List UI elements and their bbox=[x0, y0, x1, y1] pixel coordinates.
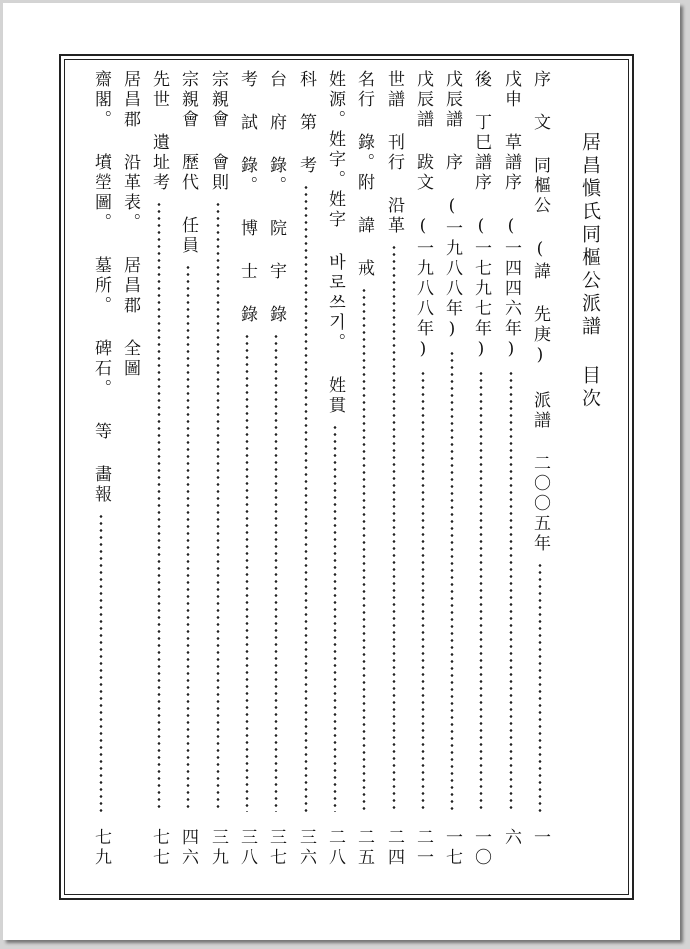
dot-leader bbox=[304, 184, 308, 812]
dot-leader bbox=[245, 333, 249, 812]
toc-entry-title: 後 丁巳譜序 (一七九七年) bbox=[471, 70, 491, 362]
toc-entry bbox=[86, 70, 116, 880]
dot-leader bbox=[99, 513, 103, 812]
dot-leader bbox=[186, 264, 190, 812]
toc-page-number: 一 bbox=[530, 828, 550, 848]
toc-entry bbox=[408, 70, 438, 880]
dot-leader bbox=[509, 370, 513, 812]
toc-page-number: 三七 bbox=[266, 828, 286, 868]
toc-page-number: 三六 bbox=[296, 828, 316, 868]
toc-page-number: 七七 bbox=[149, 828, 169, 868]
toc-title: 居昌愼氏同樞公派譜 目次 bbox=[579, 132, 601, 411]
dot-leader bbox=[421, 370, 425, 812]
toc-page-number: 二一 bbox=[413, 828, 433, 868]
toc-entry-title: 考 試 錄。 博 士 錄 bbox=[237, 70, 257, 325]
toc-entry-title: 齋閣。 墳塋圖。 墓所。 碑石。 等 畵報 bbox=[91, 70, 111, 505]
toc-page-number: 三八 bbox=[237, 828, 257, 868]
toc-entry-title: 居昌郡 沿革表。 居昌郡 全圖 bbox=[120, 70, 140, 379]
toc-entry-title: 名行 錄。附 諱 戒 bbox=[354, 70, 374, 279]
toc-entry bbox=[466, 70, 496, 880]
dot-leader bbox=[538, 562, 542, 812]
toc-page-number: 七九 bbox=[91, 828, 111, 868]
toc-entry-title: 宗親會 會則 bbox=[208, 70, 228, 193]
toc-entry bbox=[349, 70, 379, 880]
toc-entry bbox=[291, 70, 321, 880]
toc-page-number: 二八 bbox=[325, 828, 345, 868]
toc-entry bbox=[379, 70, 409, 880]
dot-leader bbox=[274, 333, 278, 812]
toc-entry-title: 科 第 考 bbox=[296, 70, 316, 176]
toc-page-number: 六 bbox=[501, 828, 521, 848]
toc-entry bbox=[320, 70, 350, 880]
toc-entry-title: 先世 遺址考 bbox=[149, 70, 169, 193]
dot-leader bbox=[157, 201, 161, 812]
toc-entry bbox=[115, 70, 145, 880]
toc-entry-title: 戊辰譜 跋文 (一九八八年) bbox=[413, 70, 433, 362]
toc-page-number: 二四 bbox=[384, 828, 404, 868]
dot-leader bbox=[479, 370, 483, 812]
toc-entry bbox=[144, 70, 174, 880]
toc-entry-title: 戊申 草譜序 (一四四六年) bbox=[501, 70, 521, 362]
toc-entry bbox=[232, 70, 262, 880]
toc-entry-title: 序 文 同樞公 (諱 先庚) 派譜 二〇〇五年 bbox=[530, 70, 550, 554]
toc-page-number: 二五 bbox=[354, 828, 374, 868]
toc-entry-title: 台 府 錄。 院 宇 錄 bbox=[266, 70, 286, 325]
toc-entry bbox=[525, 70, 555, 880]
toc-entry bbox=[496, 70, 526, 880]
toc-page-number: 四六 bbox=[178, 828, 198, 868]
toc-entry-title: 姓源。姓字。姓字 바로쓰기。 姓貫 bbox=[325, 70, 345, 416]
dot-leader bbox=[216, 201, 220, 812]
toc-entry-title: 戊辰譜 序 (一九八八年) bbox=[442, 70, 462, 342]
toc-entry-title: 世譜 刊行 沿革 bbox=[384, 70, 404, 236]
dot-leader bbox=[333, 424, 337, 812]
toc-entry bbox=[261, 70, 291, 880]
dot-leader bbox=[392, 244, 396, 812]
dot-leader bbox=[450, 350, 454, 812]
toc-entry bbox=[437, 70, 467, 880]
dot-leader bbox=[362, 287, 366, 812]
toc-page-number: 一〇 bbox=[471, 828, 491, 868]
toc-entry bbox=[173, 70, 203, 880]
toc-entry bbox=[203, 70, 233, 880]
toc-page-number: 一七 bbox=[442, 828, 462, 868]
toc-page-number: 三九 bbox=[208, 828, 228, 868]
toc-entry-title: 宗親會 歷代 任員 bbox=[178, 70, 198, 256]
